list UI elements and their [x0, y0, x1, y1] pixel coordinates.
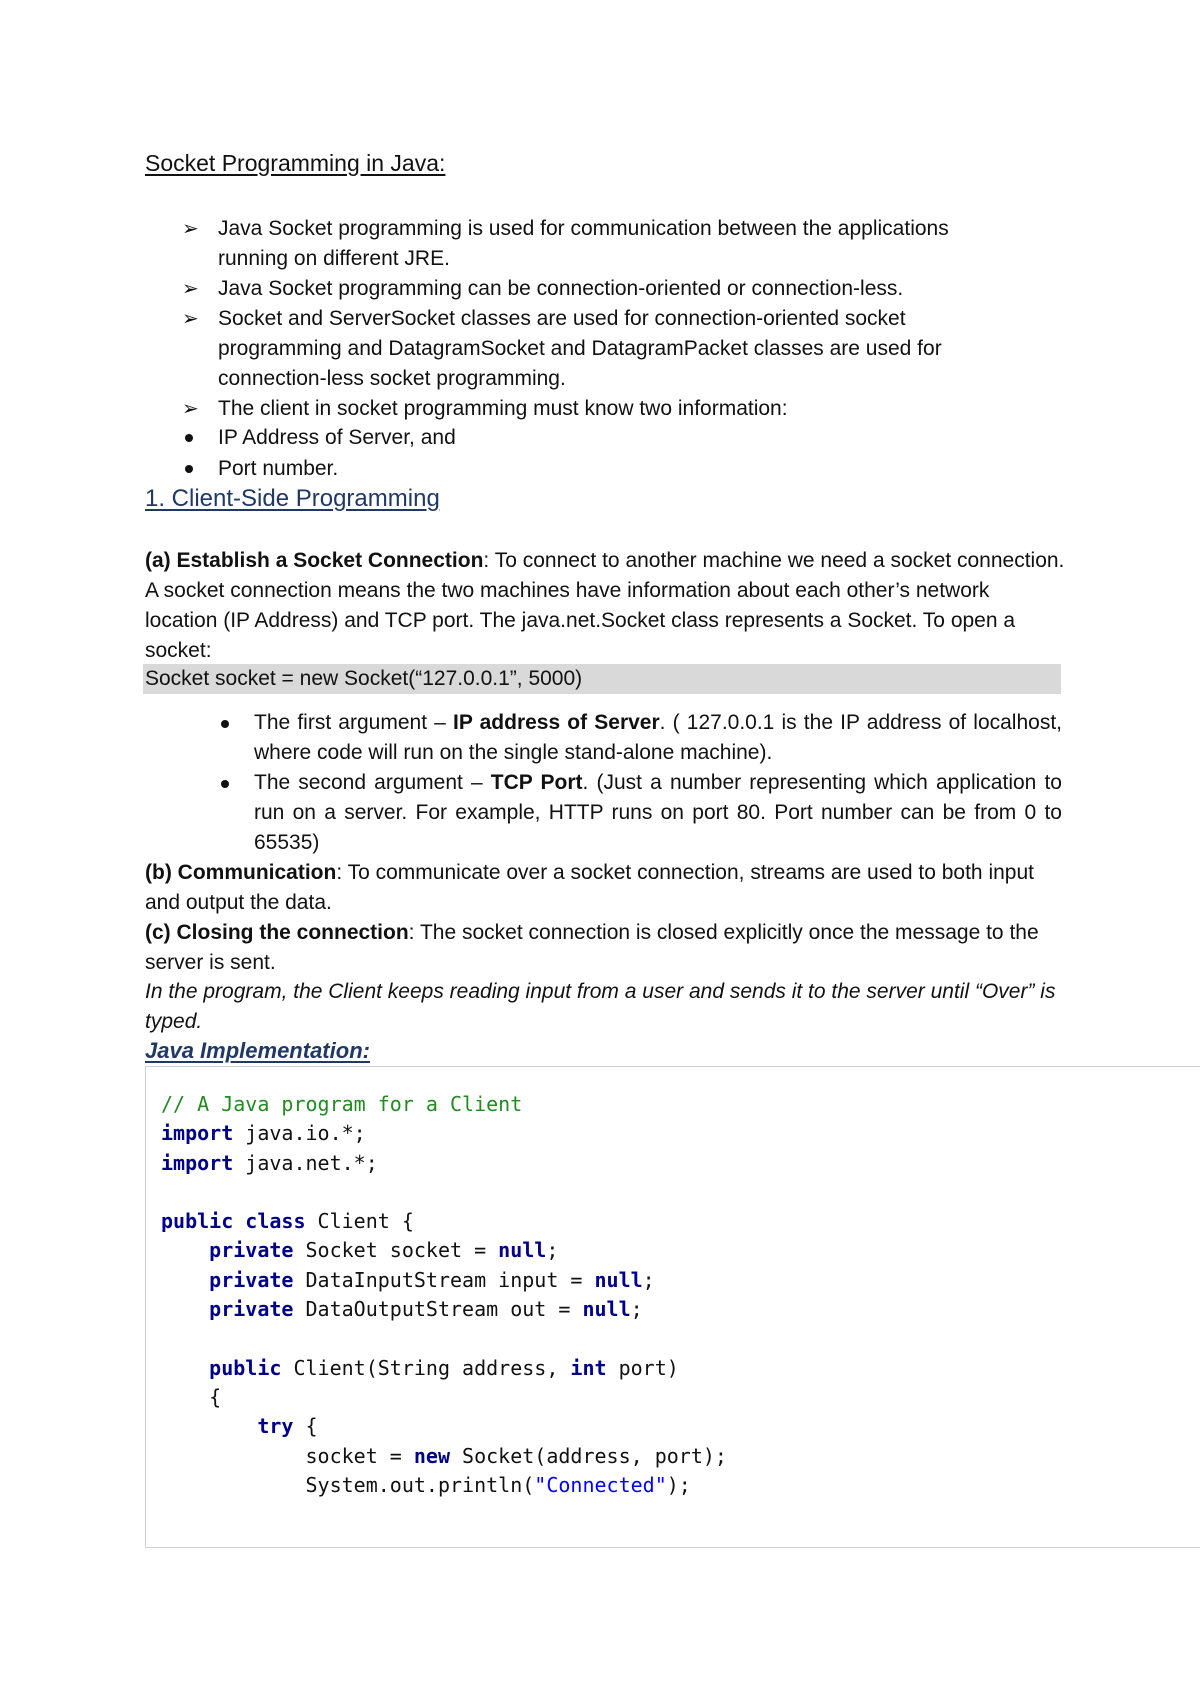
step-b-paragraph — [145, 858, 1065, 918]
arrow-bullet-icon: ➢ — [182, 398, 199, 420]
intro-list — [182, 214, 1022, 424]
implementation-heading: Java Implementation: — [145, 1038, 370, 1063]
step-a-label: (a) Establish a Socket Connection — [145, 549, 484, 572]
list-item: The first argument – IP address of Server. ( 127.0.0.1 is the IP address of localhost, where code will run on the single stand-alone machine). — [218, 708, 1062, 768]
list-item: ➢ The client in socket programming must know two information: — [182, 394, 1022, 424]
step-c-label: (c) Closing the connection — [145, 921, 409, 944]
list-item: ➢ Java Socket programming is used for communication between the applications running on different JRE. — [182, 214, 1022, 274]
list-item: Port number. — [182, 453, 1022, 484]
arrow-bullet-icon: ➢ — [182, 308, 199, 330]
code-comment: // A Java program for a Client — [161, 1092, 523, 1116]
arrow-bullet-icon: ➢ — [182, 278, 199, 300]
list-item: The second argument – TCP Port. (Just a number representing which application to run on a server. For example, HTTP runs on port 80. Port number can be from 0 to 65535) — [218, 768, 1062, 858]
list-item: ➢ Socket and ServerSocket classes are used for connection-oriented socket programming and DatagramSocket and DatagramPacket classes are used for connection-less socket programming. — [182, 304, 1022, 394]
step-b-text: : To communicate over a socket connection, streams are used to both input and output the data. — [145, 861, 1034, 914]
bullet-dot-icon — [185, 434, 193, 442]
bullet-dot-icon — [221, 720, 229, 728]
step-a-text: : To connect to another machine we need a socket connection. A socket connection means the two machines have information about each other’s network location (IP Address) and TCP port. The java.net.Socket class represents a Socket. To open a socket: — [145, 549, 1065, 662]
step-b-label: (b) Communication — [145, 861, 337, 884]
list-item: IP Address of Server, and — [182, 422, 1022, 453]
bullet-dot-icon — [185, 465, 193, 473]
arrow-bullet-icon: ➢ — [182, 218, 199, 240]
italic-note: In the program, the Client keeps reading input from a user and sends it to the server until “Over” is typed. — [145, 980, 1056, 1033]
argument-list — [218, 708, 1062, 858]
list-item: ➢ Java Socket programming can be connection-oriented or connection-less. — [182, 274, 1022, 304]
bullet-dot-icon — [221, 780, 229, 788]
section-heading: 1. Client-Side Programming — [145, 485, 440, 512]
inline-code-line: Socket socket = new Socket(“127.0.0.1”, 5000) — [145, 667, 583, 690]
step-c-text: : The socket connection is closed explicitly once the message to the server is sent. — [145, 921, 1039, 974]
code-listing: // A Java program for a Client import java.io.*; import java.net.*; public class Client { private Socket socket = null; private DataInputStream input = null; private DataOutputStream out = null; public Client(String address, int port) { try { socket = new Socket(address, port); System.out.println("Connected"); — [161, 1092, 727, 1497]
step-c-paragraph — [145, 918, 1065, 978]
info-list — [182, 422, 1022, 484]
page-title: Socket Programming in Java: — [145, 150, 446, 176]
step-a-paragraph — [145, 546, 1065, 666]
